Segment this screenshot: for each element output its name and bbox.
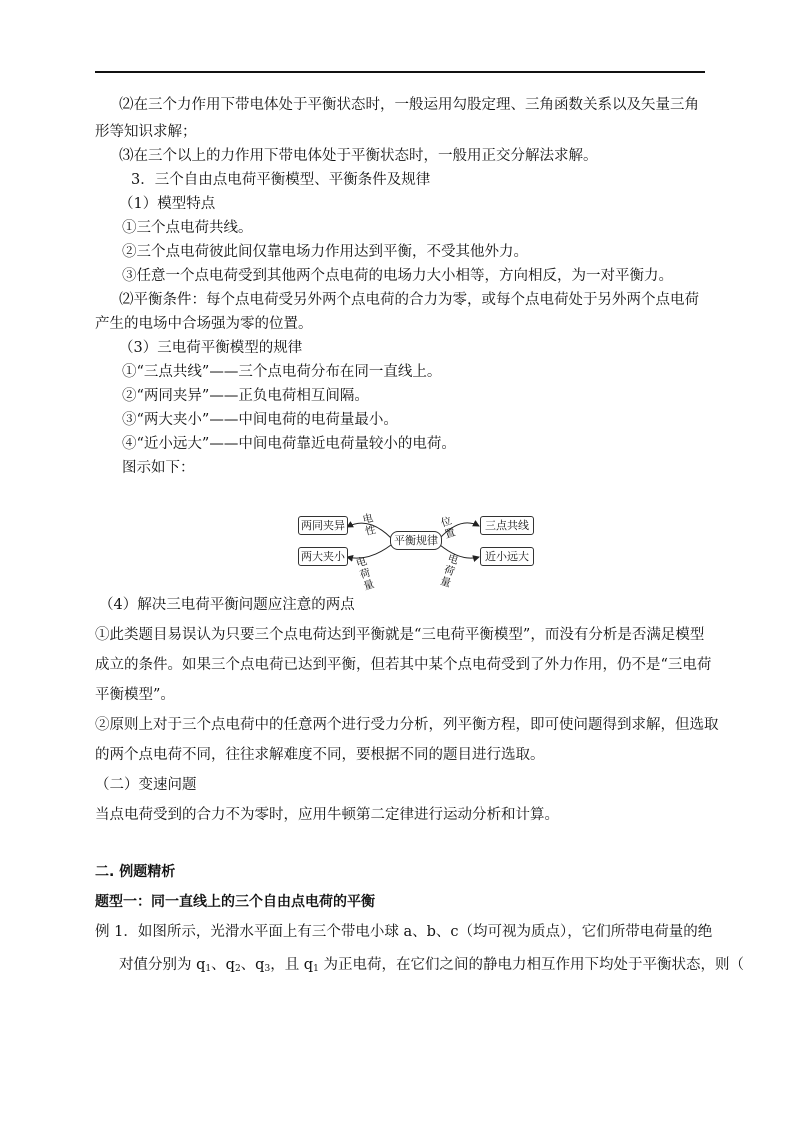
node-three-collinear: 三点共线	[480, 516, 534, 535]
label-polarity: 电性	[361, 512, 377, 538]
text-line: （1）模型特点	[119, 196, 216, 212]
label-charge-left: 电荷量	[354, 555, 376, 593]
node-balance-law: 平衡规律	[390, 531, 442, 550]
text-line: ④“近小远大”——中间电荷靠近电荷量较小的电荷。	[122, 436, 456, 452]
text-line: 成立的条件。如果三个点电荷已达到平衡，但若其中某个点电荷受到了外力作用，仍不是“三电荷	[95, 657, 712, 673]
example-line-1: 例 1．如图所示，光滑水平面上有三个带电小球 a、b、c（均可视为质点），它们所带电荷量的绝	[95, 924, 713, 940]
example-text: ，且 q	[270, 957, 314, 973]
example-text: 、q	[240, 957, 265, 973]
node-near-small-far-big: 近小远大	[480, 547, 534, 566]
text-line: ⑵在三个力作用下带电体处于平衡状态时，一般运用勾股定理、三角函数关系以及矢量三角	[119, 97, 699, 113]
text-line: ⑶在三个以上的力作用下带电体处于平衡状态时，一般用正交分解法求解。	[119, 148, 598, 164]
text-line: ⑵平衡条件：每个点电荷受另外两个点电荷的合力为零，或每个点电荷处于另外两个点电荷	[119, 292, 699, 308]
section-heading: 二. 例题精析	[95, 864, 176, 880]
example-text: 、q	[211, 957, 235, 973]
label-position: 位置	[439, 514, 457, 542]
question-type-heading: 题型一：同一直线上的三个自由点电荷的平衡	[95, 894, 375, 910]
text-line: 图示如下：	[122, 460, 195, 476]
text-line: ②三个点电荷彼此间仅靠电场力作用达到平衡，不受其他外力。	[122, 244, 528, 260]
example-text: 为正电荷，在它们之间的静电力相互作用下均处于平衡状态，则（	[318, 957, 744, 973]
text-line: ①“三点共线”——三个点电荷分布在同一直线上。	[122, 364, 442, 380]
label-charge-right: 电荷量	[438, 552, 460, 590]
text-line: （二）变速问题	[95, 777, 197, 793]
text-line: ②原则上对于三个点电荷中的任意两个进行受力分析，列平衡方程，即可使问题得到求解，但选取	[95, 717, 719, 733]
subscript: 1	[313, 964, 319, 974]
example-text: 对值分别为 q	[119, 957, 206, 973]
node-two-big-sandwich-small: 两大夹小	[298, 547, 348, 566]
text-line: ③“两大夹小”——中间电荷的电荷量最小。	[122, 412, 398, 428]
text-line: ①此类题目易误认为只要三个点电荷达到平衡就是“三电荷平衡模型”，而没有分析是否满足模型	[95, 627, 705, 643]
text-line: 3．三个自由点电荷平衡模型、平衡条件及规律	[131, 172, 431, 188]
subscript: 2	[234, 964, 241, 974]
text-line: ②“两同夹异”——正负电荷相互间隔。	[122, 388, 369, 404]
example-line-2	[119, 955, 744, 975]
text-line: ③任意一个点电荷受到其他两个点电荷的电场力大小相等，方向相反，为一对平衡力。	[122, 268, 673, 284]
subscript: 1	[205, 964, 212, 974]
text-line: 产生的电场中合场强为零的位置。	[95, 316, 313, 332]
text-line: 平衡模型”。	[95, 687, 175, 703]
text-line: 的两个点电荷不同，往往求解难度不同，要根据不同的题目进行选取。	[95, 747, 545, 763]
node-two-same-sandwich-opposite: 两同夹异	[298, 516, 348, 535]
arrow-bottom-left	[347, 545, 391, 558]
text-line: （3）三电荷平衡模型的规律	[119, 340, 303, 356]
text-line: ①三个点电荷共线。	[122, 220, 253, 236]
text-line: （4）解决三电荷平衡问题应注意的两点	[99, 597, 355, 613]
text-line: 形等知识求解；	[95, 124, 197, 140]
text-line: 当点电荷受到的合力不为零时，应用牛顿第二定律进行运动分析和计算。	[95, 807, 559, 823]
subscript: 3	[264, 964, 271, 974]
